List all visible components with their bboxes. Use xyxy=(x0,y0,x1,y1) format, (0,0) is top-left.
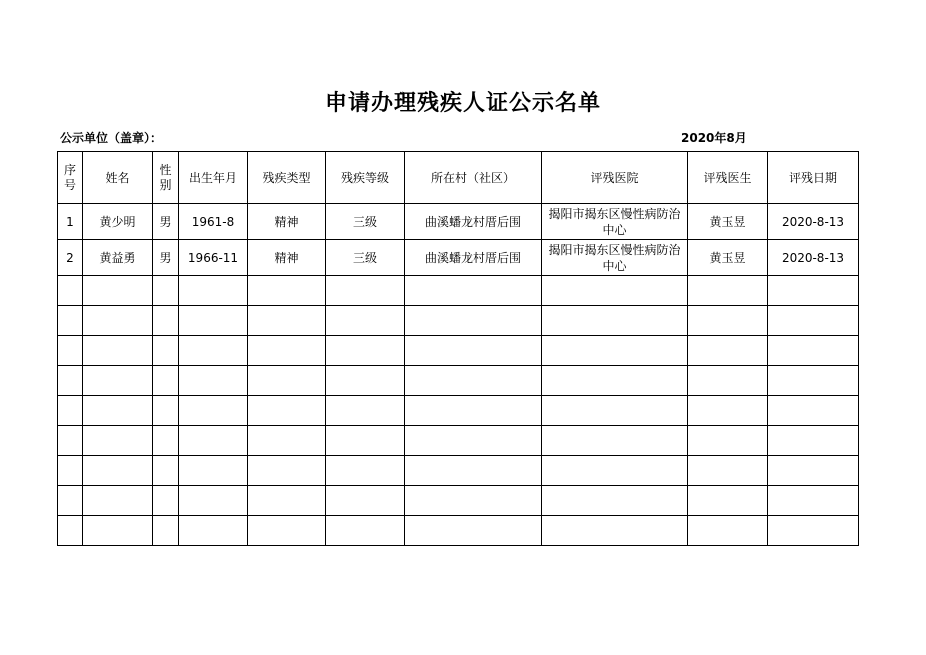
table-row-empty xyxy=(58,366,859,396)
empty-cell xyxy=(153,336,179,366)
empty-cell xyxy=(405,366,542,396)
empty-cell xyxy=(688,366,768,396)
col-header-disability-type: 残疾类型 xyxy=(248,152,326,204)
cell-gender: 男 xyxy=(153,204,179,240)
empty-cell xyxy=(326,366,405,396)
cell-village: 曲溪蟠龙村厝后围 xyxy=(405,204,542,240)
cell-gender: 男 xyxy=(153,240,179,276)
empty-cell xyxy=(58,276,83,306)
col-header-village: 所在村（社区） xyxy=(405,152,542,204)
empty-cell xyxy=(83,486,153,516)
empty-cell xyxy=(688,276,768,306)
empty-cell xyxy=(153,366,179,396)
empty-cell xyxy=(153,516,179,546)
empty-cell xyxy=(83,516,153,546)
empty-cell xyxy=(768,516,859,546)
col-header-name: 姓名 xyxy=(83,152,153,204)
empty-cell xyxy=(405,516,542,546)
cell-index: 2 xyxy=(58,240,83,276)
table-row-empty xyxy=(58,306,859,336)
empty-cell xyxy=(768,276,859,306)
empty-cell xyxy=(179,456,248,486)
empty-cell xyxy=(405,306,542,336)
col-header-gender: 性别 xyxy=(153,152,179,204)
empty-cell xyxy=(405,276,542,306)
empty-cell xyxy=(326,306,405,336)
publication-date: 2020年8月 xyxy=(681,131,747,145)
cell-doctor: 黄玉昱 xyxy=(688,240,768,276)
cell-hospital: 揭阳市揭东区慢性病防治中心 xyxy=(542,204,688,240)
empty-cell xyxy=(542,426,688,456)
table-row-empty xyxy=(58,336,859,366)
cell-disability-grade: 三级 xyxy=(326,204,405,240)
empty-cell xyxy=(405,456,542,486)
empty-cell xyxy=(405,426,542,456)
empty-cell xyxy=(248,516,326,546)
empty-cell xyxy=(768,456,859,486)
empty-cell xyxy=(542,486,688,516)
empty-cell xyxy=(542,456,688,486)
empty-cell xyxy=(179,426,248,456)
empty-cell xyxy=(326,426,405,456)
empty-cell xyxy=(768,396,859,426)
empty-cell xyxy=(542,366,688,396)
empty-cell xyxy=(58,426,83,456)
cell-birth: 1966-11 xyxy=(179,240,248,276)
table-row-empty xyxy=(58,486,859,516)
col-header-disability-grade: 残疾等级 xyxy=(326,152,405,204)
table-body xyxy=(58,204,859,546)
cell-date: 2020-8-13 xyxy=(768,240,859,276)
empty-cell xyxy=(326,486,405,516)
empty-cell xyxy=(83,456,153,486)
empty-cell xyxy=(326,516,405,546)
empty-cell xyxy=(153,276,179,306)
empty-cell xyxy=(153,486,179,516)
empty-cell xyxy=(405,336,542,366)
empty-cell xyxy=(688,336,768,366)
empty-cell xyxy=(542,336,688,366)
empty-cell xyxy=(542,396,688,426)
col-header-birth: 出生年月 xyxy=(179,152,248,204)
empty-cell xyxy=(179,336,248,366)
empty-cell xyxy=(248,486,326,516)
empty-cell xyxy=(83,336,153,366)
empty-cell xyxy=(153,396,179,426)
empty-cell xyxy=(688,486,768,516)
applicant-roster-table xyxy=(57,151,859,546)
empty-cell xyxy=(179,276,248,306)
empty-cell xyxy=(153,426,179,456)
empty-cell xyxy=(248,456,326,486)
empty-cell xyxy=(83,366,153,396)
cell-disability-grade: 三级 xyxy=(326,240,405,276)
table-row-empty xyxy=(58,426,859,456)
table-row-empty xyxy=(58,396,859,426)
document-title: 申请办理残疾人证公示名单 xyxy=(324,91,601,116)
empty-cell xyxy=(83,276,153,306)
empty-cell xyxy=(768,426,859,456)
empty-cell xyxy=(179,396,248,426)
empty-cell xyxy=(688,426,768,456)
empty-cell xyxy=(58,306,83,336)
empty-cell xyxy=(688,516,768,546)
col-header-date: 评残日期 xyxy=(768,152,859,204)
empty-cell xyxy=(326,336,405,366)
empty-cell xyxy=(179,306,248,336)
empty-cell xyxy=(768,366,859,396)
empty-cell xyxy=(768,486,859,516)
empty-cell xyxy=(542,276,688,306)
empty-cell xyxy=(542,516,688,546)
table-row-empty xyxy=(58,456,859,486)
empty-cell xyxy=(248,276,326,306)
col-header-doctor: 评残医生 xyxy=(688,152,768,204)
empty-cell xyxy=(153,456,179,486)
cell-disability-type: 精神 xyxy=(248,204,326,240)
empty-cell xyxy=(405,396,542,426)
empty-cell xyxy=(83,426,153,456)
empty-cell xyxy=(768,306,859,336)
empty-cell xyxy=(688,306,768,336)
table-row-empty xyxy=(58,516,859,546)
empty-cell xyxy=(58,366,83,396)
empty-cell xyxy=(248,306,326,336)
empty-cell xyxy=(405,486,542,516)
empty-cell xyxy=(542,306,688,336)
cell-disability-type: 精神 xyxy=(248,240,326,276)
empty-cell xyxy=(58,396,83,426)
table-row xyxy=(58,240,859,276)
empty-cell xyxy=(58,456,83,486)
empty-cell xyxy=(248,426,326,456)
cell-name: 黄少明 xyxy=(83,204,153,240)
cell-name: 黄益勇 xyxy=(83,240,153,276)
cell-date: 2020-8-13 xyxy=(768,204,859,240)
empty-cell xyxy=(83,396,153,426)
table-row xyxy=(58,204,859,240)
cell-birth: 1961-8 xyxy=(179,204,248,240)
empty-cell xyxy=(179,366,248,396)
col-header-index: 序号 xyxy=(58,152,83,204)
empty-cell xyxy=(179,486,248,516)
cell-hospital: 揭阳市揭东区慢性病防治中心 xyxy=(542,240,688,276)
empty-cell xyxy=(179,516,248,546)
table-header-row xyxy=(58,152,859,204)
cell-doctor: 黄玉昱 xyxy=(688,204,768,240)
empty-cell xyxy=(248,396,326,426)
empty-cell xyxy=(688,396,768,426)
table-row-empty xyxy=(58,276,859,306)
empty-cell xyxy=(58,486,83,516)
cell-village: 曲溪蟠龙村厝后围 xyxy=(405,240,542,276)
empty-cell xyxy=(326,396,405,426)
publishing-unit-label: 公示单位（盖章）： xyxy=(60,131,163,145)
empty-cell xyxy=(248,336,326,366)
empty-cell xyxy=(326,456,405,486)
cell-index: 1 xyxy=(58,204,83,240)
empty-cell xyxy=(153,306,179,336)
empty-cell xyxy=(768,336,859,366)
empty-cell xyxy=(326,276,405,306)
empty-cell xyxy=(83,306,153,336)
empty-cell xyxy=(58,336,83,366)
empty-cell xyxy=(688,456,768,486)
col-header-hospital: 评残医院 xyxy=(542,152,688,204)
empty-cell xyxy=(248,366,326,396)
empty-cell xyxy=(58,516,83,546)
